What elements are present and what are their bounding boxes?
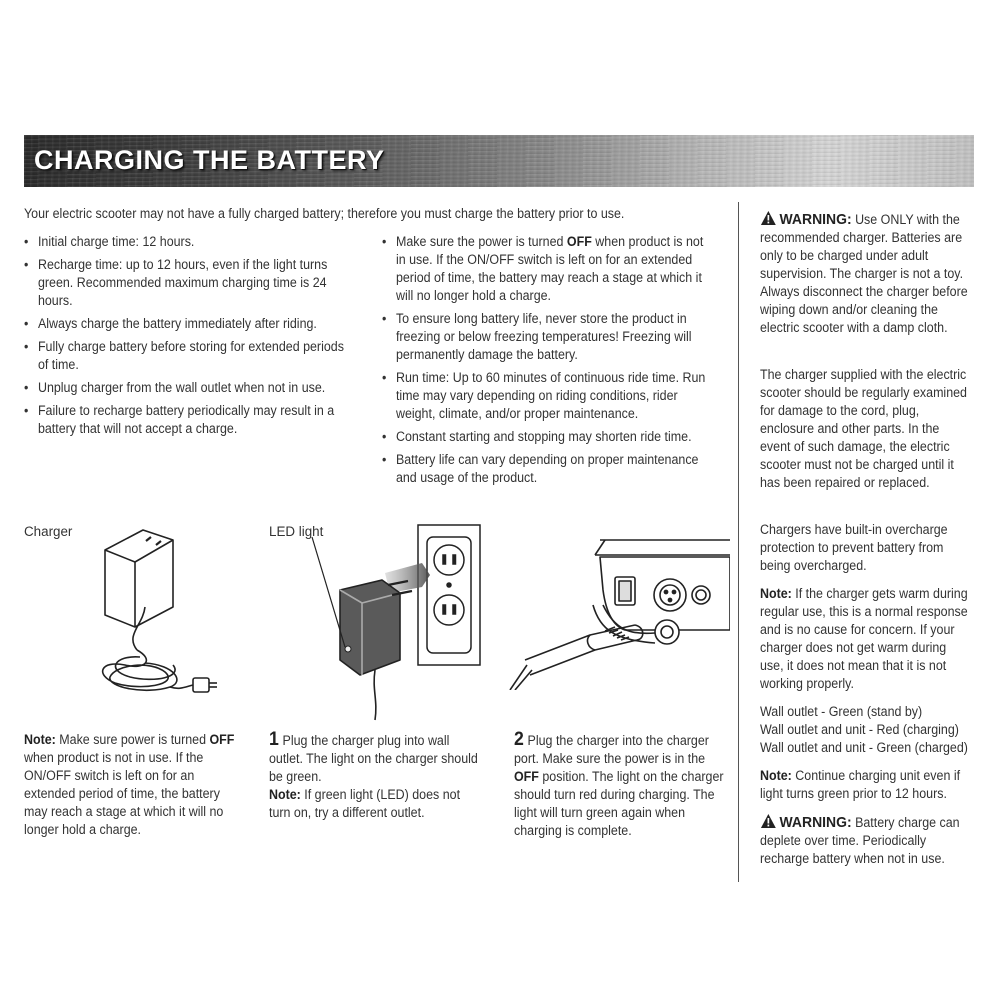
list-item: • Fully charge battery before storing for extended periods of time. [24, 338, 351, 374]
charger-illustration [85, 515, 225, 730]
note-label: Note: [760, 768, 792, 783]
list-item: • Initial charge time: 12 hours. [24, 233, 351, 251]
warning-label: WARNING: [779, 814, 852, 831]
step-number: 1 [269, 729, 279, 750]
led-state: Wall outlet and unit - Red (charging) [760, 722, 959, 737]
svg-text:.: . [115, 582, 118, 592]
list-item: • Failure to recharge battery periodically may result in a battery that will not accept a charge. [24, 402, 351, 438]
column-divider [738, 202, 739, 882]
list-item: • Make sure the power is turned OFF when product is not in use. If the ON/OFF switch is left on for an extended period of time, the battery may reach a stage at which it will no longer hold a charge. [382, 233, 708, 305]
note-label: Note: [760, 586, 792, 601]
caption-step-2: 2 Plug the charger into the charger port. Make sure the power is in the OFF position. The light on the charger should turn red during charging. The light will turn green again when charging is complete. [514, 729, 724, 838]
led-state: Wall outlet and unit - Green (charged) [760, 740, 968, 755]
caption-step-1: 1 Plug the charger plug into wall outlet. The light on the charger should be green. Note: If green light (LED) does not turn on, try a different outlet. [269, 729, 478, 820]
step-number: 2 [514, 729, 524, 750]
list-item: • Recharge time: up to 12 hours, even if the light turns green. Recommended maximum charging time is 24 hours. [24, 256, 351, 310]
intro-text: Your electric scooter may not have a fully charged battery; therefore you must charge the battery prior to use. [24, 206, 625, 221]
caption-note: Note: Make sure power is turned OFF when product is not in use. If the ON/OFF switch is left on for an extended period of time, the battery may reach a stage at which it will no longer hold a charge. [24, 732, 235, 837]
led-light-label: LED light [269, 524, 324, 539]
list-item: • Constant starting and stopping may shorten ride time. [382, 428, 708, 446]
inspection-paragraph: The charger supplied with the electric scooter should be regularly examined for damage to the cord, plug, enclosure and other parts. In the event of such damage, the electric scooter must not be charged until it has been repaired or replaced. [760, 367, 967, 490]
overcharge-paragraph: Chargers have built-in overcharge protection to prevent battery from being overcharged. [760, 522, 948, 573]
charger-port-illustration [505, 535, 730, 690]
list-item: • To ensure long battery life, never store the product in freezing or below freezing temperatures! Freezing will permanently damage the battery. [382, 310, 708, 364]
bullet-list-left [24, 233, 351, 443]
warning-text: Battery charge can deplete over time. Periodically recharge battery when not in use. [760, 815, 960, 866]
list-item: • Run time: Up to 60 minutes of continuous ride time. Run time may vary depending on riding conditions, rider weight, climate, and/or proper maintenance. [382, 369, 708, 423]
title-banner [24, 135, 974, 187]
led-state: Wall outlet - Green (stand by) [760, 704, 923, 719]
page-title: CHARGING THE BATTERY [34, 145, 385, 175]
note-continue-paragraph: Note: Continue charging unit even if light turns green prior to 12 hours. [760, 768, 961, 801]
note-warm-paragraph: Note: If the charger gets warm during regular use, this is a normal response and is no cause for concern. If your charger does not get warm during use, it does not mean that it is not working properly. [760, 586, 968, 691]
warning-block-2 [760, 813, 969, 868]
warning-label: WARNING: [779, 211, 852, 228]
warning-triangle-icon [760, 210, 777, 226]
wall-outlet-illustration [300, 515, 490, 725]
warning-triangle-icon [760, 813, 777, 829]
warning-text: Use ONLY with the recommended charger. Batteries are only to be charged under adult supervision. The charger is not a toy. Always disconnect the charger before wiping down and/or cleaning the electric scooter with a damp cloth. [760, 212, 968, 335]
list-item: • Battery life can vary depending on proper maintenance and usage of the product. [382, 451, 708, 487]
bullet-list-right [382, 233, 708, 492]
warning-block-1 [760, 210, 969, 337]
led-states [760, 703, 969, 757]
note-label: Note: [24, 732, 56, 747]
note-label: Note: [269, 787, 301, 802]
list-item: • Unplug charger from the wall outlet when not in use. [24, 379, 351, 397]
charger-label: Charger [24, 524, 73, 539]
list-item: • Always charge the battery immediately after riding. [24, 315, 351, 333]
